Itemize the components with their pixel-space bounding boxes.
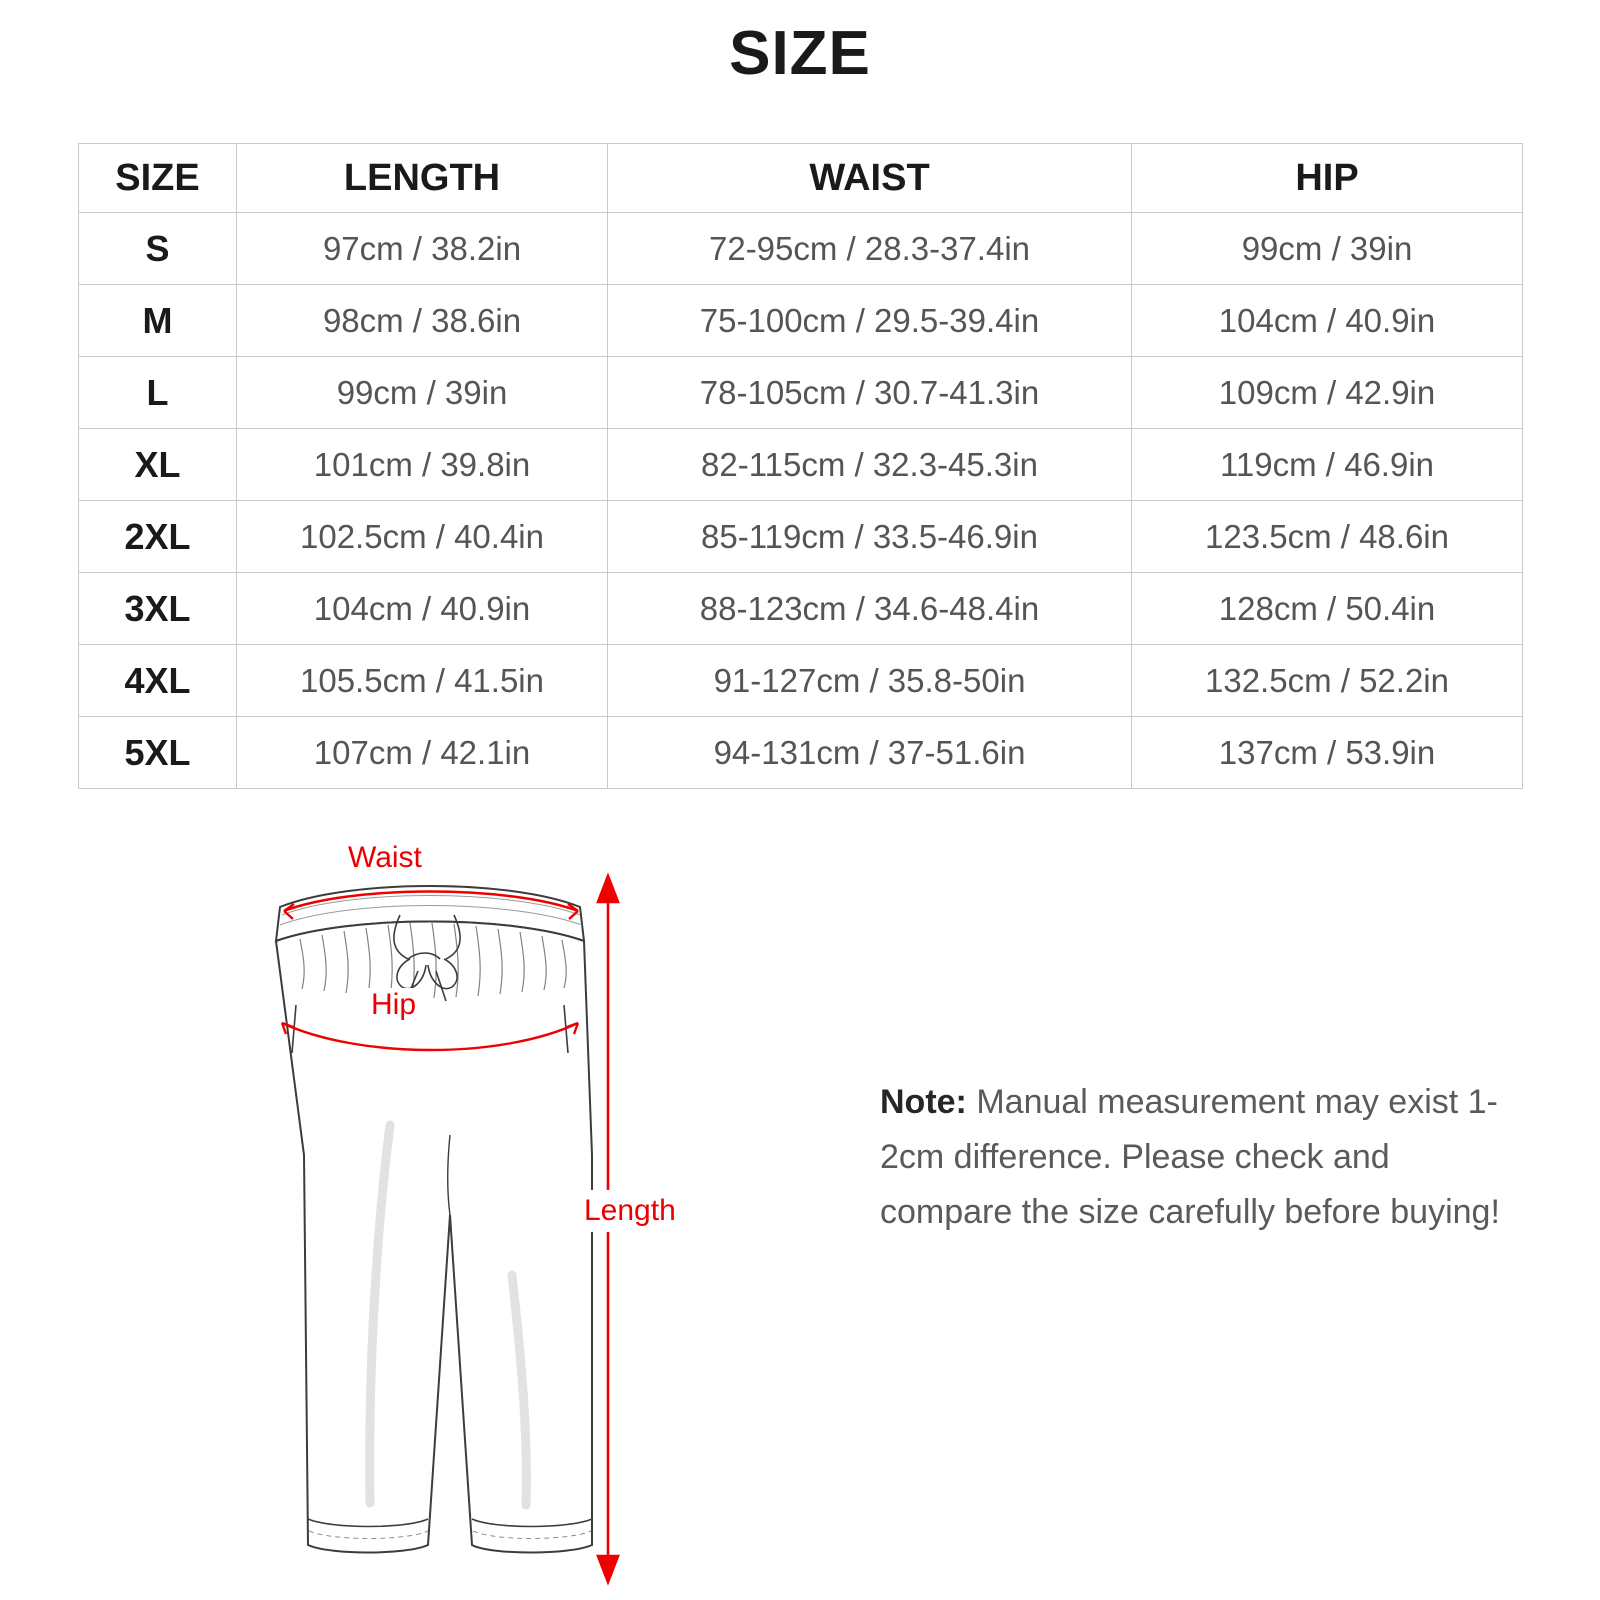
cell-hip: 119cm / 46.9in [1132,429,1523,501]
cell-hip: 132.5cm / 52.2in [1132,645,1523,717]
cell-waist: 82-115cm / 32.3-45.3in [608,429,1132,501]
cell-hip: 104cm / 40.9in [1132,285,1523,357]
table-row [79,501,1523,573]
cell-length: 97cm / 38.2in [237,213,608,285]
cell-waist: 94-131cm / 37-51.6in [608,717,1132,789]
note-label: Note: [880,1083,967,1121]
header-waist: WAIST [608,144,1132,213]
length-dimension [560,870,740,1590]
header-length: LENGTH [237,144,608,213]
cell-length: 107cm / 42.1in [237,717,608,789]
page-title: SIZE [729,19,871,88]
cell-length: 105.5cm / 41.5in [237,645,608,717]
cell-waist: 75-100cm / 29.5-39.4in [608,285,1132,357]
cell-hip: 99cm / 39in [1132,213,1523,285]
cell-size: M [79,285,237,357]
cell-length: 102.5cm / 40.4in [237,501,608,573]
cell-size: XL [79,429,237,501]
cell-waist: 91-127cm / 35.8-50in [608,645,1132,717]
note-block [880,1075,1500,1240]
table-row [79,213,1523,285]
cell-size: S [79,213,237,285]
cell-waist: 85-119cm / 33.5-46.9in [608,501,1132,573]
table-row [79,357,1523,429]
length-label: Length [578,1190,682,1232]
cell-length: 99cm / 39in [237,357,608,429]
table-row [79,645,1523,717]
cell-hip: 128cm / 50.4in [1132,573,1523,645]
table-row [79,285,1523,357]
header-hip: HIP [1132,144,1523,213]
cell-hip: 137cm / 53.9in [1132,717,1523,789]
hip-label: Hip [367,988,420,1022]
cell-waist: 78-105cm / 30.7-41.3in [608,357,1132,429]
note-text: Manual measurement may exist 1-2cm difference. Please check and compare the size carefully before buying! [880,1083,1500,1232]
cell-size: 3XL [79,573,237,645]
table-row [79,573,1523,645]
cell-length: 101cm / 39.8in [237,429,608,501]
waist-label: Waist [348,841,422,874]
table-row [79,429,1523,501]
cell-hip: 109cm / 42.9in [1132,357,1523,429]
cell-size: 5XL [79,717,237,789]
cell-size: 2XL [79,501,237,573]
cell-size: L [79,357,237,429]
cell-waist: 88-123cm / 34.6-48.4in [608,573,1132,645]
table-row [79,717,1523,789]
cell-length: 98cm / 38.6in [237,285,608,357]
size-table [78,143,1523,789]
cell-length: 104cm / 40.9in [237,573,608,645]
table-header-row [79,144,1523,213]
cell-waist: 72-95cm / 28.3-37.4in [608,213,1132,285]
cell-size: 4XL [79,645,237,717]
cell-hip: 123.5cm / 48.6in [1132,501,1523,573]
header-size: SIZE [79,144,237,213]
